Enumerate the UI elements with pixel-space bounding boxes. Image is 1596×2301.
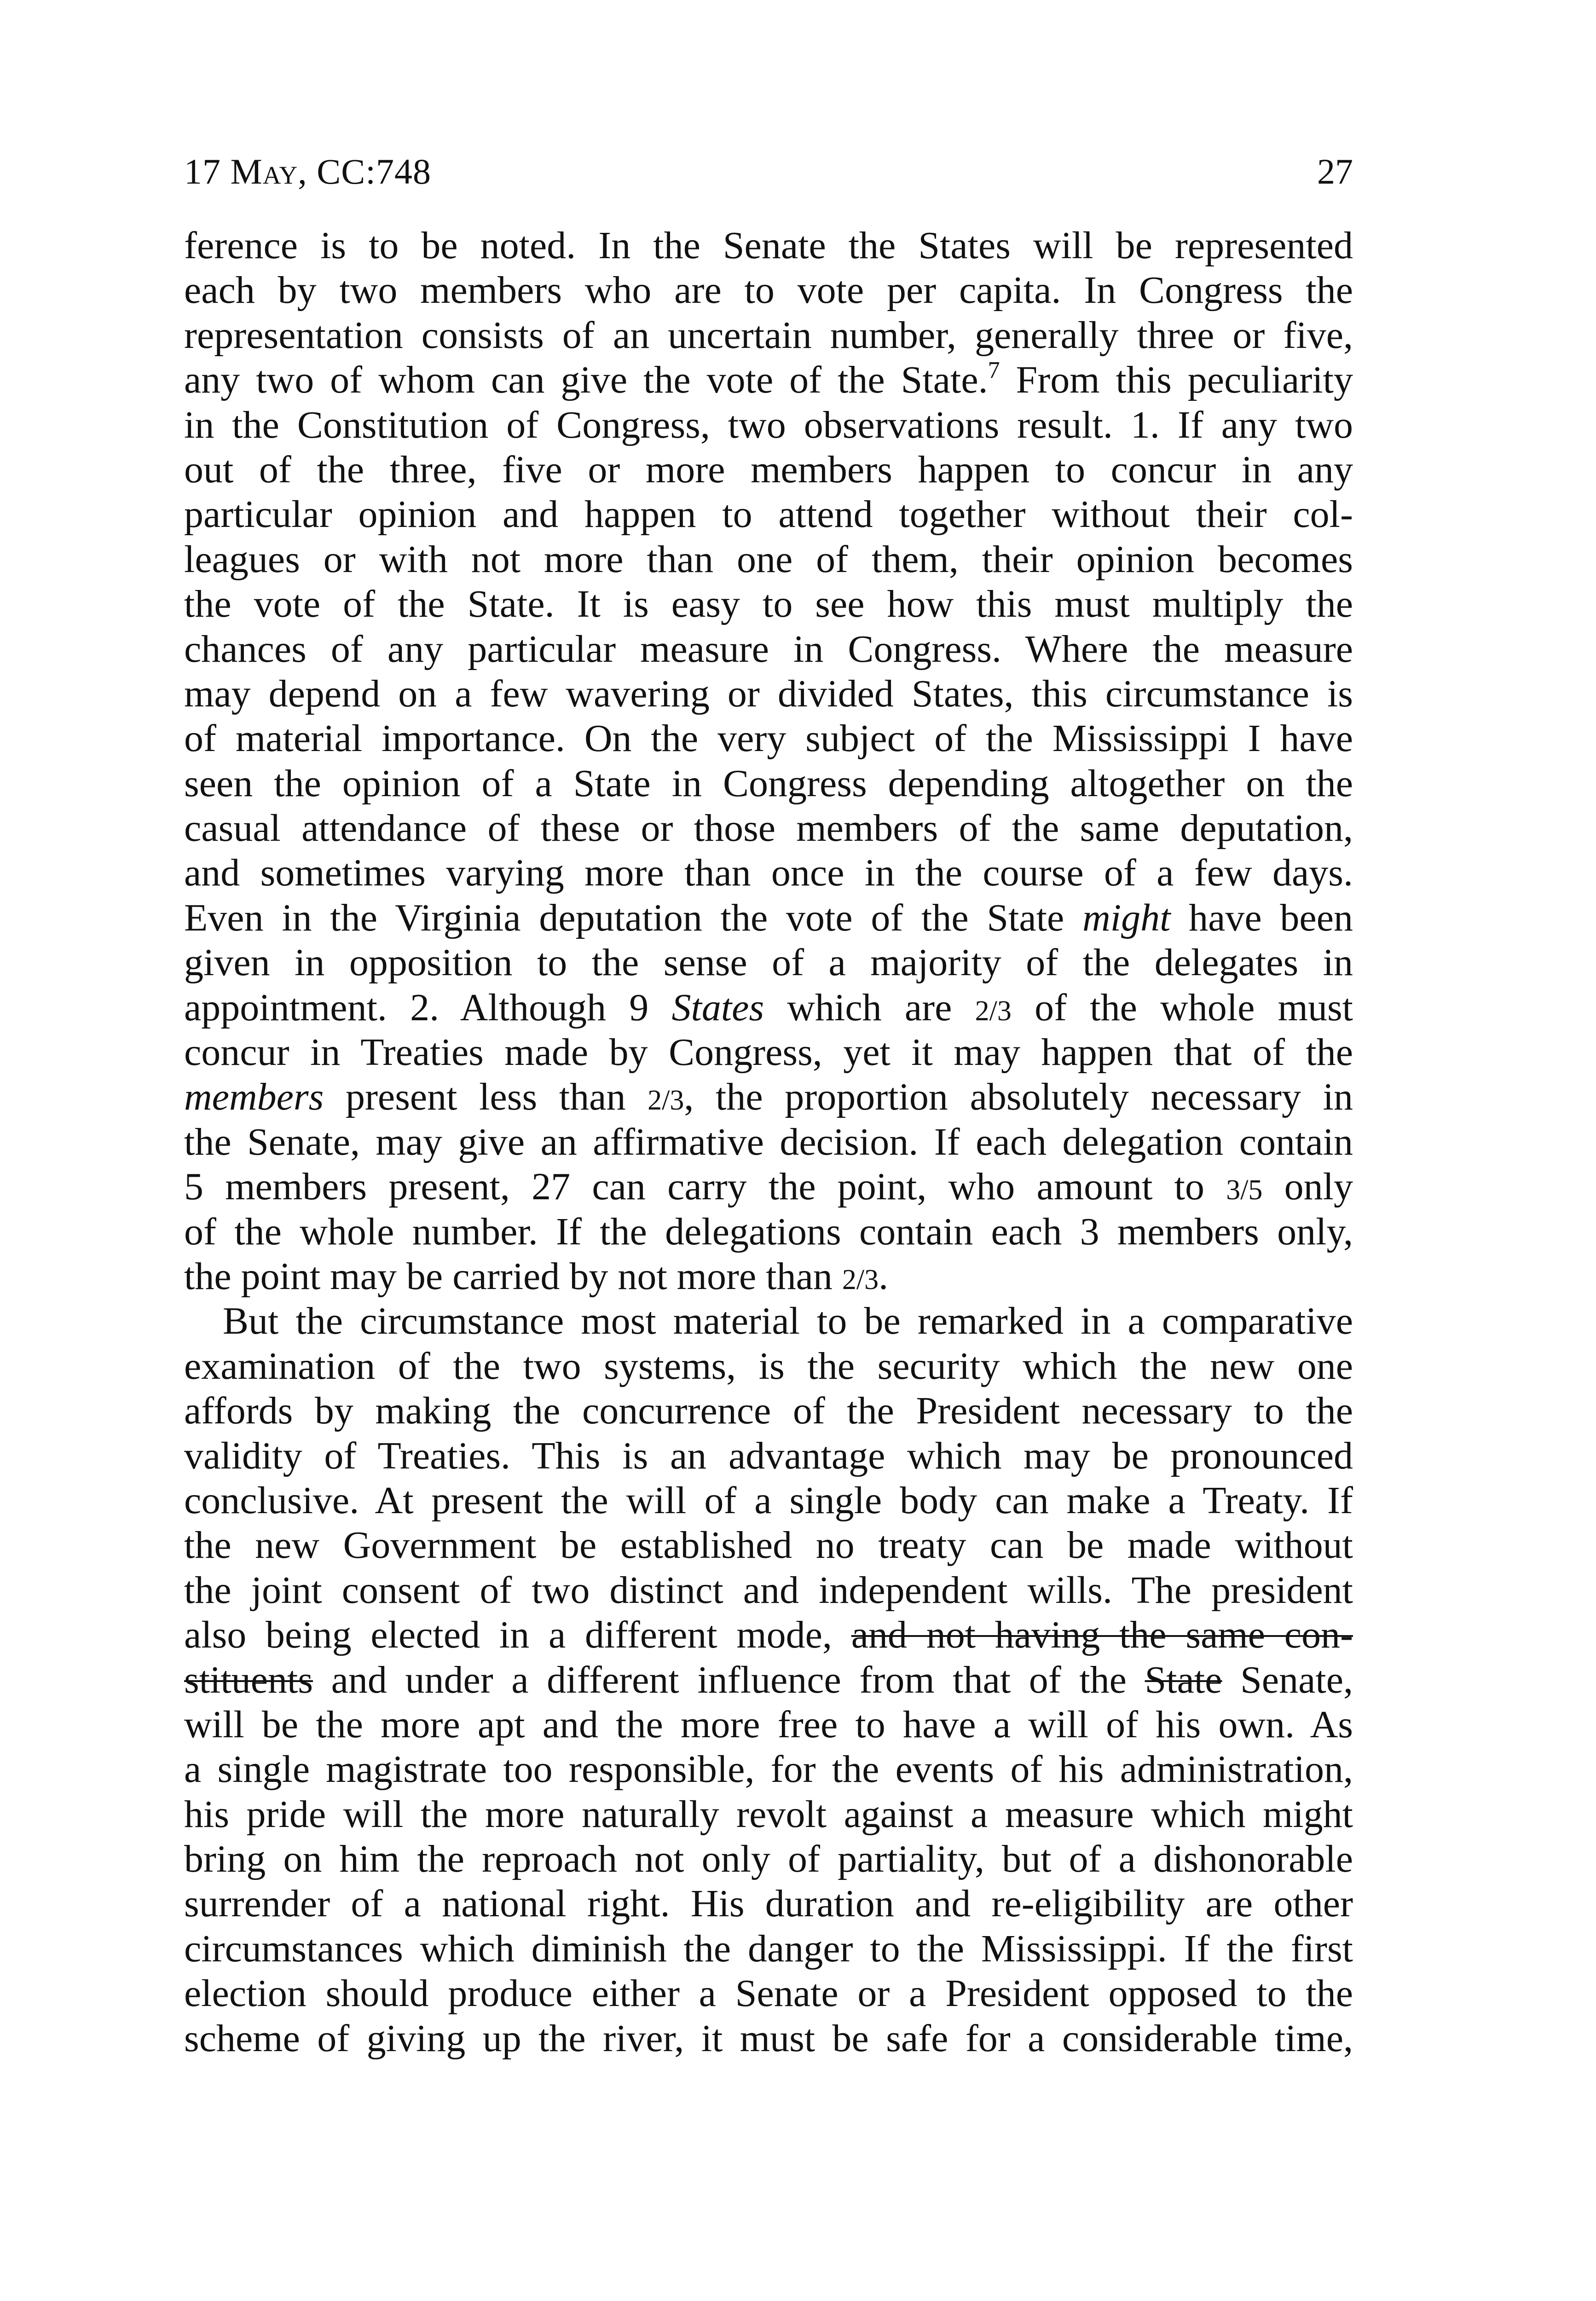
text-line: members present less than 2/3, the proportion absolutely necessary in <box>184 1075 1353 1119</box>
text-line: bring on him the reproach not only of partiality, but of a dishonorable <box>184 1838 1353 1881</box>
fraction: 2/3 <box>975 995 1012 1027</box>
italic-emphasis: members <box>184 1075 324 1119</box>
text-line: seen the opinion of a State in Congress depending altogether on the <box>184 762 1353 805</box>
text-line: scheme of giving up the river, it must be safe for a considerable time, <box>184 2017 1353 2060</box>
text-line: also being elected in a different mode, and not having the same con- <box>184 1613 1353 1657</box>
text-line: will be the more apt and the more free to have a will of his own. As <box>184 1703 1353 1746</box>
text-line: the point may be carried by not more than 2/3. <box>184 1255 889 1298</box>
running-head-document-id: , CC:748 <box>298 151 431 191</box>
text-line: any two of whom can give the vote of the State.$^7$ From this peculiarity <box>184 357 1353 402</box>
text-line: Even in the Virginia deputation the vote of the State might have been <box>184 896 1353 939</box>
text-line: each by two members who are to vote per capita. In Congress the <box>184 269 1353 312</box>
text-line: chances of any particular measure in Congress. Where the measure <box>184 627 1353 671</box>
text-line: appointment. 2. Although 9 States which are 2/3 of the whole must <box>184 986 1353 1029</box>
text-line: the new Government be established no treaty can be made without <box>184 1524 1353 1567</box>
fraction: 2/3 <box>842 1264 879 1295</box>
text-line: a single magistrate too responsible, for the events of his administration, <box>184 1748 1353 1791</box>
footnote-reference: 7 <box>988 357 1000 384</box>
text-line: in the Constitution of Congress, two observations result. 1. If any two <box>184 403 1353 446</box>
text-line: surrender of a national right. His duration and re-eligibility are other <box>184 1882 1353 1925</box>
text-line: stituents and under a different influence from that of the State Senate, <box>184 1658 1353 1701</box>
text-line: and sometimes varying more than once in the course of a few days. <box>184 851 1353 895</box>
text-line: the joint consent of two distinct and independent wills. The president <box>184 1568 1353 1612</box>
text-line: his pride will the more naturally revolt against a measure which might <box>184 1792 1353 1836</box>
struck-text: and not having the same con- <box>851 1613 1353 1657</box>
text-line: leagues or with not more than one of them, their opinion becomes <box>184 538 1353 581</box>
text-line: of material importance. On the very subject of the Mississippi I have <box>184 717 1353 760</box>
fraction: 2/3 <box>648 1085 684 1116</box>
text-line: the vote of the State. It is easy to see how this must multiply the <box>184 583 1353 626</box>
italic-emphasis: might <box>1082 896 1171 939</box>
page-header <box>184 146 1353 197</box>
text-line: conclusive. At present the will of a single body can make a Treaty. If <box>184 1479 1353 1522</box>
text-line: particular opinion and happen to attend together without their col- <box>184 493 1353 536</box>
text-line: out of the three, five or more members happen to concur in any <box>184 448 1353 491</box>
text-line: affords by making the concurrence of the President necessary to the <box>184 1389 1353 1433</box>
fraction: 3/5 <box>1226 1174 1263 1206</box>
text-line: casual attendance of these or those members of the same deputation, <box>184 807 1353 850</box>
text-line: 5 members present, 27 can carry the point, who amount to 3/5 only <box>184 1165 1353 1208</box>
text-line: concur in Treaties made by Congress, yet it may happen that of the <box>184 1031 1353 1074</box>
running-head <box>184 146 431 197</box>
body-text <box>184 223 1353 2061</box>
text-line: But the circumstance most material to be remarked in a comparative <box>223 1300 1353 1343</box>
running-head-day: 17 <box>184 151 221 191</box>
text-line: given in opposition to the sense of a majority of the delegates in <box>184 941 1353 984</box>
italic-emphasis: States <box>671 986 764 1029</box>
text-line: representation consists of an uncertain number, generally three or five, <box>184 313 1353 357</box>
text-line: circumstances which diminish the danger to the Mississippi. If the first <box>184 1927 1353 1970</box>
running-head-month: May <box>230 151 298 191</box>
text-line: validity of Treaties. This is an advantage which may be pronounced <box>184 1434 1353 1477</box>
text-line: may depend on a few wavering or divided States, this circumstance is <box>184 672 1353 715</box>
page-number: 27 <box>1317 151 1353 191</box>
text-line: examination of the two systems, is the security which the new one <box>184 1344 1353 1388</box>
struck-text: State <box>1145 1658 1222 1701</box>
text-line: ference is to be noted. In the Senate the States will be represented <box>184 224 1353 267</box>
text-line: election should produce either a Senate or a President opposed to the <box>184 1972 1353 2015</box>
struck-text: stituents <box>184 1658 313 1701</box>
text-line: the Senate, may give an affirmative decision. If each delegation contain <box>184 1120 1353 1163</box>
text-line: of the whole number. If the delegations contain each 3 members only, <box>184 1210 1353 1253</box>
